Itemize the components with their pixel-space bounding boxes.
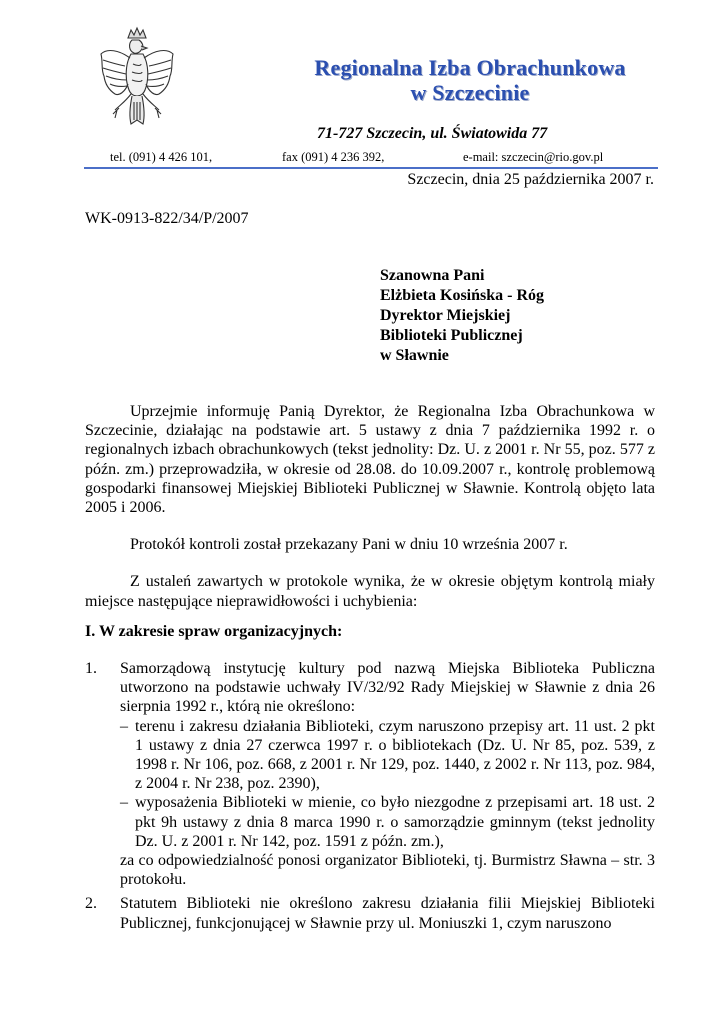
- dash-item-text: wyposażenia Biblioteki w mienie, co było niezgodne z przepisami art. 18 ust. 2 pkt 9h ustawy z dnia 8 marca 1990 r. o samorządzie gminnym (tekst jednolity Dz. U. z 2001 r. Nr 142, poz. 1591 z późn. zm.),: [135, 794, 655, 850]
- item-number: 2.: [85, 895, 97, 913]
- numbered-item: [85, 659, 655, 889]
- recipient-line: Elżbieta Kosińska - Róg: [380, 287, 545, 304]
- recipient-line: w Sławnie: [380, 347, 449, 364]
- numbered-item: [85, 894, 655, 932]
- dash-mark: –: [120, 794, 128, 812]
- item-intro: Samorządową instytucję kultury pod nazwą Miejska Biblioteka Publiczna utworzono na podstawie uchwały IV/32/92 Rady Miejskiej w Sławnie z dnia 26 sierpnia 1992 r., którą nie określono:: [120, 660, 655, 716]
- paragraph: Uprzejmie informuję Panią Dyrektor, że Regionalna Izba Obrachunkowa w Szczecinie, działając na podstawie art. 5 ustawy z dnia 7 października 1992 r. o regionalnych izbach obrachunkowych (tekst jednolity: Dz. U. z 2001 r. Nr 55, poz. 577 z późn. zm.) przeprowadziła, w okresie od 28.08. do 10.09.2007 r., kontrolę problemową gospodarki finansowej Miejskiej Biblioteki Publicznej w Sławnie. Kontrolą objęto lata 2005 i 2006.: [85, 403, 655, 517]
- dash-item-text: terenu i zakresu działania Biblioteki, czym naruszono przepisy art. 11 ust. 2 pkt 1 ustawy z dnia 27 czerwca 1997 r. o bibliotekach (Dz. U. Nr 85, poz. 539, z 1998 r. Nr 106, poz. 668, z 2001 r. Nr 129, poz. 1440, z 2002 r. Nr 113, poz. 984, z 2004 r. Nr 238, poz. 2390),: [135, 717, 655, 793]
- header-rule: [84, 167, 658, 169]
- recipient-line: Dyrektor Miejskiej: [380, 307, 511, 324]
- dash-item: [120, 793, 655, 851]
- fax: fax (091) 4 236 392,: [282, 150, 385, 164]
- recipient-line: Szanowna Pani: [380, 267, 485, 284]
- paragraph: Protokół kontroli został przekazany Pani w dniu 10 września 2007 r.: [130, 536, 568, 554]
- item-intro: Statutem Biblioteki nie określono zakresu działania filii Miejskiej Biblioteki Publicznej, funkcjonującej w Sławnie przy ul. Moniuszki 1, czym naruszono: [120, 895, 655, 932]
- item-outro: za co odpowiedzialność ponosi organizator Biblioteki, tj. Burmistrz Sławna – str. 3 protokołu.: [120, 852, 655, 889]
- letter-date: Szczecin, dnia 25 października 2007 r.: [407, 171, 654, 188]
- organization-address: 71-727 Szczecin, ul. Światowida 77: [317, 125, 548, 142]
- paragraph: Z ustaleń zawartych w protokole wynika, że w okresie objętym kontrolą miały miejsce następujące nieprawidłowości i uchybienia:: [85, 573, 655, 610]
- polish-eagle-emblem-icon: [95, 24, 179, 134]
- item-number: 1.: [85, 660, 97, 678]
- email: e-mail: szczecin@rio.gov.pl: [463, 150, 604, 164]
- letter-body: [85, 402, 655, 933]
- recipient-line: Biblioteki Publicznej: [380, 327, 523, 344]
- dash-item: [120, 717, 655, 794]
- organization-city: w Szczecinie: [410, 80, 530, 105]
- telephone: tel. (091) 4 426 101,: [110, 150, 213, 164]
- recipient-block: [380, 266, 544, 366]
- reference-number: WK-0913-822/34/P/2007: [85, 210, 249, 227]
- organization-name: Regionalna Izba Obrachunkowa: [314, 55, 626, 80]
- section-heading: I. W zakresie spraw organizacyjnych:: [85, 622, 343, 640]
- dash-mark: –: [120, 717, 128, 735]
